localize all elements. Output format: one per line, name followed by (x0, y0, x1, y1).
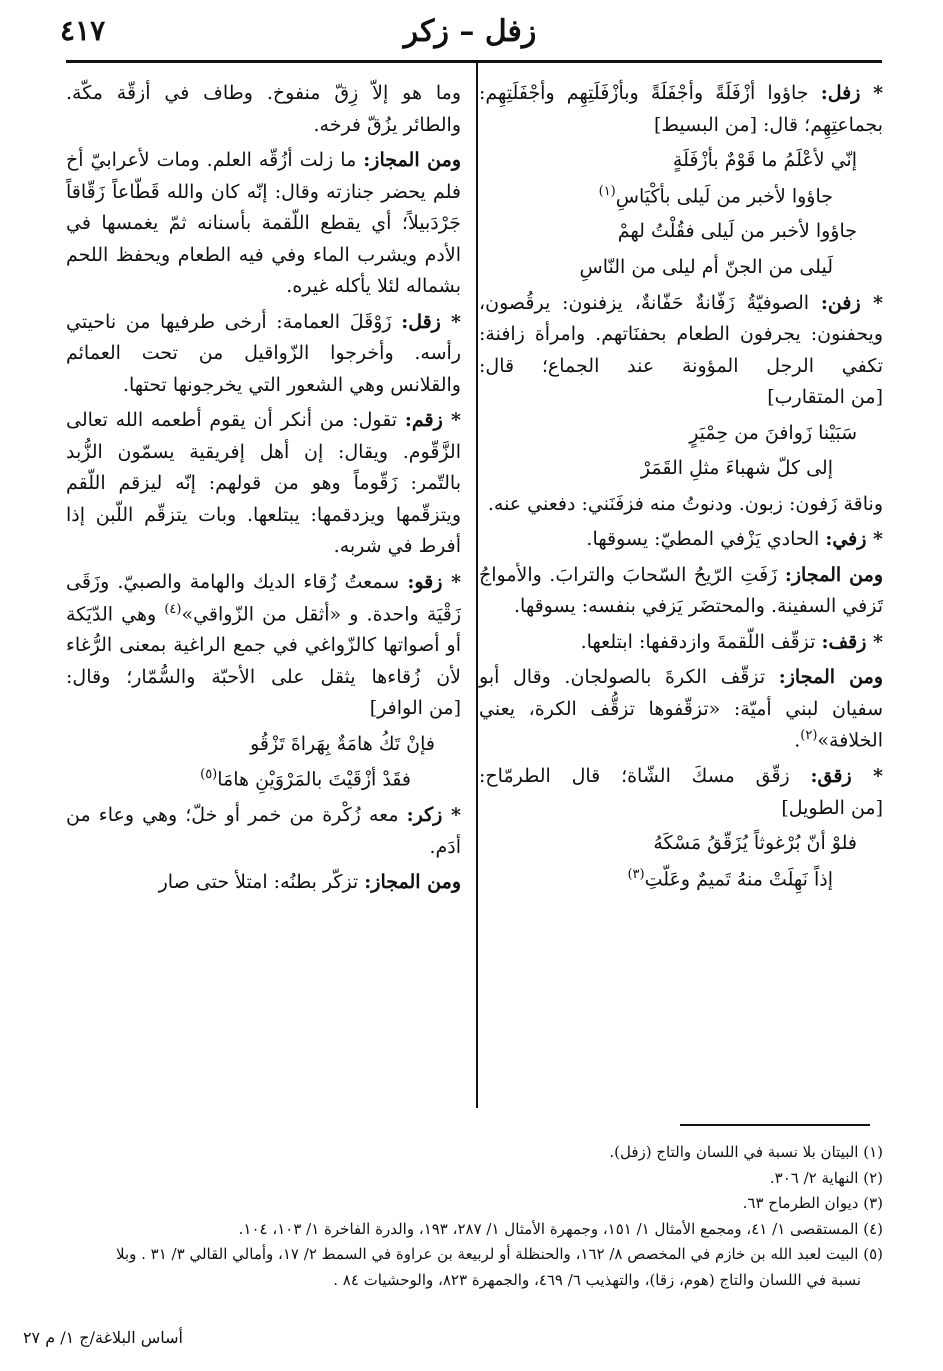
verse-line: لَيلى من الجنّ أم ليلى من النّاسِ (579, 255, 833, 278)
entry-zaqaq (479, 761, 883, 824)
entry-text: تزقّف اللّقمةَ وازدقفها: ابتلعها. (580, 630, 816, 653)
entry-key: * زقق: (810, 765, 883, 788)
entry-zafan (479, 288, 883, 414)
entry-text: زَوْقَلَ العمامة: أرخى طرفيها من ناحيتي رأسه. وأخرجوا الزّواقيل من تحت العمائم والقلانس وهي الشعور التي يخرجونها تحتها. (66, 310, 461, 396)
meter-label: [من الطويل] (781, 796, 883, 819)
footnote-marker: (٤) (164, 601, 182, 617)
entry-key: ومن المجاز: (363, 149, 462, 172)
entry-text: وهي الدّيَكة أو أصواتها كالزّواغي في جمع الراغية بمعنى الرُّغاء لأن زُقاءها يثقل على الأحبّة والسُّمّار؛ وقال: (66, 602, 461, 688)
entry-text: تزقّف الكرةَ بالصولجان. وقال أبو سفيان لبني أميّة: «تزقّفوها تزقُّف الكرة، يعني الخلافة» (479, 666, 883, 752)
entry-text: سمعتُ زُقاء الديك والهامة والصبيّ. وزَقَى زَقْيَة واحدة. و «أثقل من الزّواقي» (66, 570, 461, 625)
entry-text: تقول: من أنكر أن يقوم أطعمه الله تعالى الزَّقّوم. ويقال: إن أهل إفريقية يسمّون الزُّبد بالتّمر: زَقّوماً وهو من قولهم: إنّه ليزقم اللّقم ويتزقّمها ويزدقمها: يبتلعها. وبات يتزقّم اللّبن إذا أفرط في شربه. (66, 409, 461, 558)
meter-label: [من البسيط] (653, 113, 757, 136)
entry-text: الصوفيّةُ زَفّانةٌ حَفّانةٌ، يزفنون: يرقُصون، ويحفنون: يجرفون الطعام بحفنَاتهم. وامرأة زافنة: تكفي الرجل المؤونة عند الجماع؛ قال: (479, 291, 883, 377)
entry-key: * زفن: (820, 291, 883, 314)
verse-text: فقَدْ أزْقَيْتَ بالمَرْوَيْنِ هامَا (217, 768, 411, 791)
meter-label: [من المتقارب] (767, 386, 883, 409)
entry-text: زقّق مسكَ الشّاة؛ قال الطرمّاح: (479, 765, 790, 788)
entry-text: تزكّر بطنُه: امتلأ حتى صار (158, 871, 359, 894)
entry-text: ما زلت أزُقّه العلم. ومات لأعرابيّ أخ فلم يحضر جنازته وقال: إنّه كان والله قَطّاعاً زَقّاقاً جَرْدَبيلاً؛ أي يقطع اللّقمة بأسنانه ثمّ يغمسها في الأدم ويشرب الماء وفي فيه الطعام ويحفظ اللحم بشماله لئلا يأكله غيره. (66, 149, 461, 298)
verse-line: فلوْ أنّ بُرْغوثاً يُزَقّقُ مَسْكَهُ (653, 832, 857, 855)
footnote: (٣) ديوان الطرماح ٦٣. (742, 1194, 883, 1212)
column-divider (476, 63, 478, 1108)
entry-key: * زقف: (821, 630, 883, 653)
page-header (60, 14, 880, 54)
verse-text: إذاً نَهِلَتْ منهُ تَميمٌ وعَلّتِ (644, 868, 833, 891)
entry-text-para: وناقة زَفون: زبون. ودنوتُ منه فزفَنَني: دفعني عنه. (487, 492, 883, 515)
verse-line (66, 764, 461, 796)
figurative-para (66, 867, 461, 899)
entry-text: الحادي يَزْفي المطيّ: يسوقها. (586, 528, 820, 551)
entry-key: * زفل: (820, 82, 884, 104)
header-rule (66, 60, 882, 63)
entry-text: معه زُكْرة من خمر أو خلّ؛ وهي وعاء من أدَم. (66, 804, 461, 858)
entry-key: * زقو: (407, 570, 462, 593)
running-title: زفل – زكر (403, 14, 537, 49)
entry-zakar (66, 800, 461, 863)
entry-zaqaf (479, 627, 883, 659)
entry-text: جاؤوا أزْفَلَةً وأجْفَلَةً وبأزْفَلَتِهِم وأجْفَلَتِهِم: بجماعتِهِم؛ قال: (479, 82, 883, 136)
page-number: ٤١٧ (60, 14, 106, 47)
footnote: (٢) النهاية ٢/ ٣٠٦. (769, 1168, 883, 1187)
entry-zaqw (66, 567, 461, 725)
entry-key: ومن المجاز: (784, 563, 883, 586)
entry-key: ومن المجاز: (778, 666, 883, 689)
figurative-para: ومن المجاز: تزقّف الكرةَ بالصولجان. وقال أبو سفيان لبني أميّة: «تزقّفوها تزقُّف الكرة، يعني الخلافة»$^{(٢)}$. (479, 666, 883, 752)
entry-key: * زقل: (401, 310, 461, 333)
verse-line: جاؤوا لأخبر من لَيلى فقُلْتُ لهمْ (617, 220, 857, 243)
verse-line (479, 864, 883, 896)
entry-key: * زكر: (406, 804, 461, 827)
verse-line: إلى كلّ شهباءَ مثلِ القَمَرْ (640, 457, 833, 480)
signature-mark: أساس البلاغة/ج ١/ م ٢٧ (22, 1328, 183, 1347)
footnote-marker: (١) (598, 183, 616, 199)
verse-line (479, 181, 883, 213)
footnote: (٤) المستقصى ١/ ٤١، ومجمع الأمثال ١/ ١٥١، وجمهرة الأمثال ١/ ٢٨٧، ١٩٣، والدرة الفاخرة ١/ ١٠٣، ١٠٤. (238, 1219, 883, 1238)
footnote-continuation: نسبة في اللسان والتاج (هوم، زقا)، والتهذيب ٦/ ٤٦٩، والجمهرة ٨٢٣، والوحشيات ٨٤ . (333, 1270, 861, 1289)
footnote: (١) البيتان بلا نسبة في اللسان والتاج (زفل). (609, 1143, 883, 1161)
verse-line: إنّي لأعْلَمُ ما قَوْمٌ بأزْفَلَةٍ (672, 149, 857, 172)
verse-line: سَبَيْنا زَوافنَ من حِمْيَرٍ (689, 421, 857, 444)
entry-key: ومن المجاز: (364, 871, 461, 894)
entry-zaqam (66, 405, 461, 563)
entry-key: * زقم: (404, 409, 461, 432)
footnote-marker: (٣) (627, 866, 645, 882)
figurative-para (479, 560, 883, 623)
footnote-marker: (٢) (800, 728, 818, 744)
left-column (66, 78, 461, 903)
footnote-marker: (٥) (200, 767, 218, 783)
meter-label: [من الوافر] (369, 697, 461, 720)
figurative-para (66, 145, 461, 303)
entry-zafi (479, 524, 883, 556)
right-column (479, 78, 883, 900)
entry-zafal (479, 78, 883, 141)
verse-line: فإنْ تَكُ هامَةٌ بِهَراةَ تَزْقُو (250, 732, 435, 755)
entry-text: زَفَتِ الرّيحُ السّحابَ والترابَ. والأمواجُ تَزفي السفينة. والمحتضَر يَزفي بنفسه: يسوقها. (479, 563, 883, 618)
verse-text: جاؤوا لأخبر من لَيلى بأكْيَاسِ (615, 184, 833, 207)
footnote: (٥) البيت لعبد الله بن خازم في المخصص ٨/ ١٦٢، والحنظلة أو لربيعة بن عراوة في السمط ٢/ ١٧، وأمالي القالي ٣/ ٣١ . وبلا (115, 1245, 883, 1263)
footnote-rule (680, 1124, 870, 1126)
entry-key: * زفي: (825, 528, 883, 551)
entry-text-para: وما هو إلاّ زِقّ منفوخ. وطاف في أزقّة مكّة. والطائر يزُقّ فرخه. (66, 82, 461, 136)
footnotes (63, 1140, 883, 1293)
entry-zaqal (66, 307, 461, 402)
